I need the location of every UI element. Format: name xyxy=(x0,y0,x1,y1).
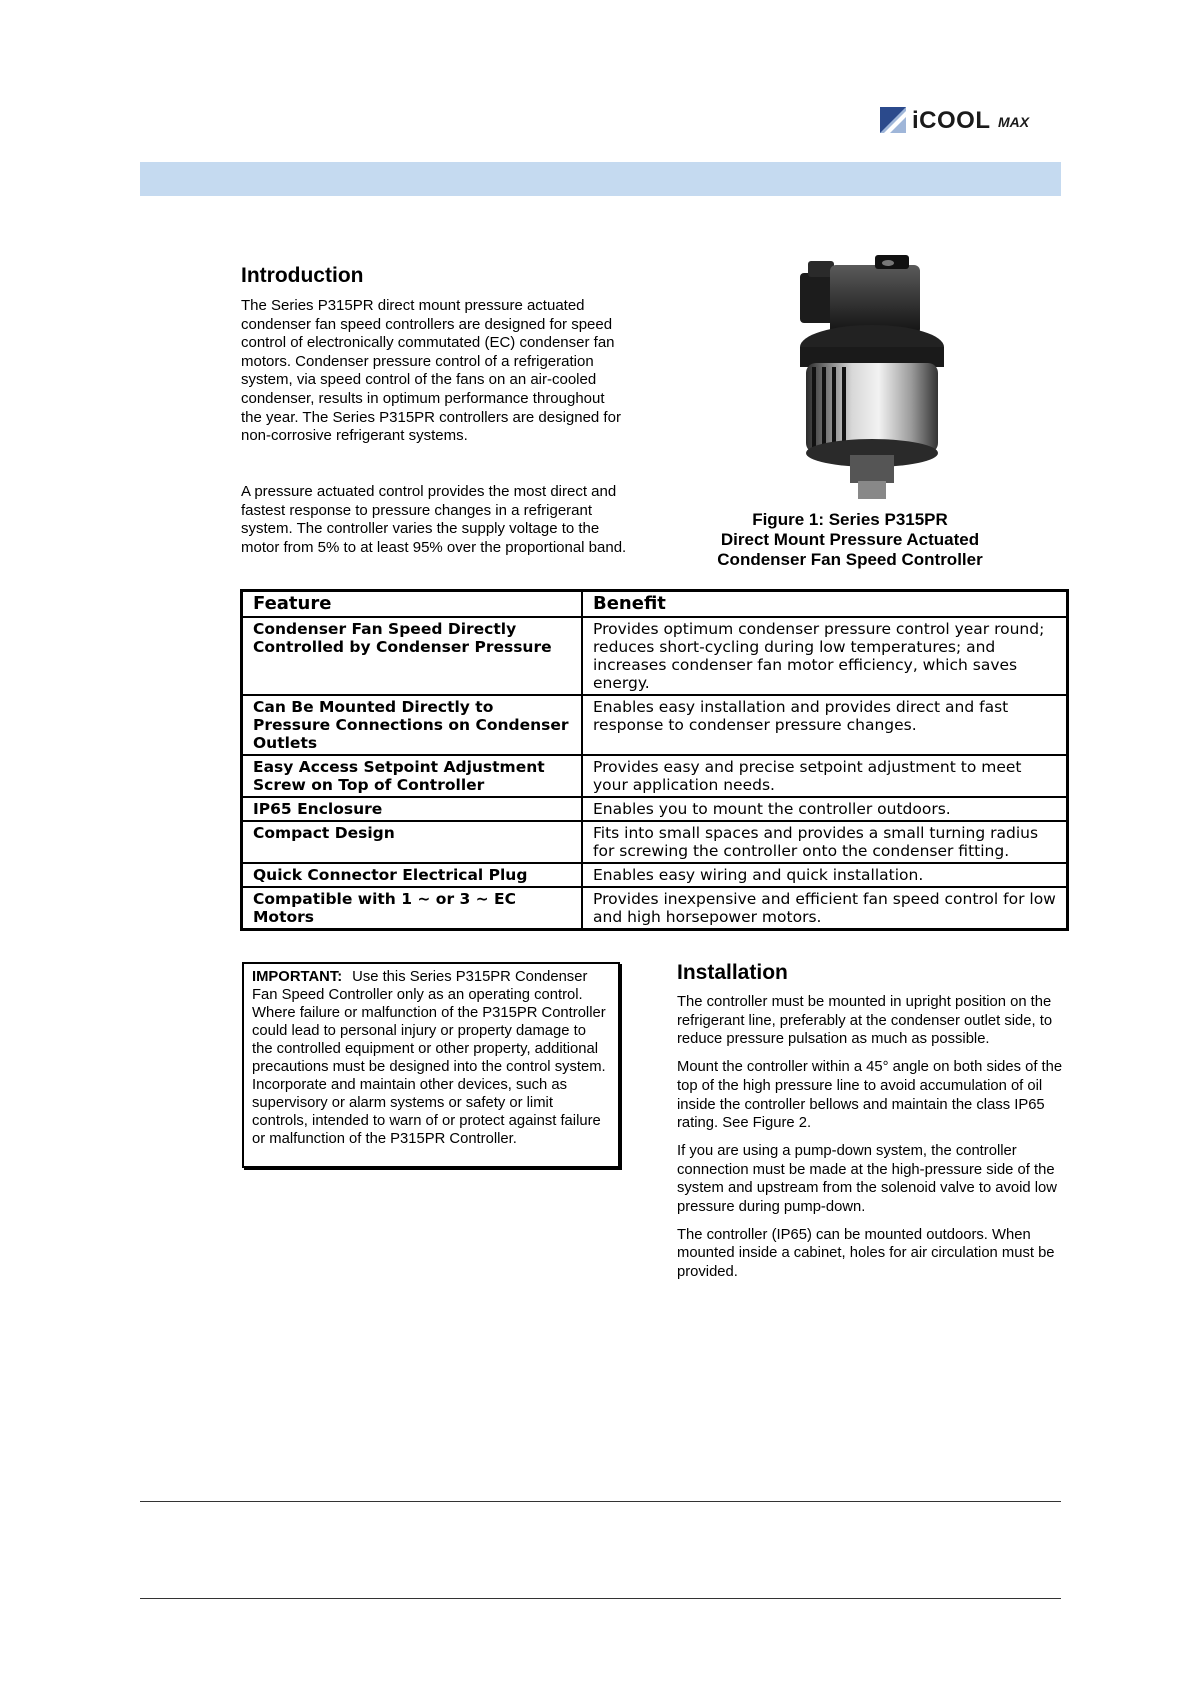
table-row xyxy=(242,887,1068,930)
benefit-cell: Enables you to mount the controller outdoors. xyxy=(582,797,1068,821)
important-notice-box xyxy=(242,962,620,1168)
feature-cell: Easy Access Setpoint Adjustment Screw on Top of Controller xyxy=(242,755,583,797)
feature-cell: Compact Design xyxy=(242,821,583,863)
figure-caption xyxy=(700,510,1000,570)
logo-mark-icon xyxy=(880,107,906,133)
important-lead: IMPORTANT: xyxy=(252,969,343,985)
product-photo xyxy=(790,255,955,500)
header-band xyxy=(140,162,1061,196)
table-row xyxy=(242,695,1068,755)
brand-logo xyxy=(880,106,1050,136)
feature-cell: Condenser Fan Speed Directly Controlled by Condenser Pressure xyxy=(242,617,583,695)
installation-paragraph: Mount the controller within a 45° angle on both sides of the top of the high pressure line to avoid accumulation of oil inside the controller bellows and maintain the class IP65 rating. See Figure 2. xyxy=(677,1059,1063,1132)
benefit-cell: Fits into small spaces and provides a small turning radius for screwing the controller onto the condenser fitting. xyxy=(582,821,1068,863)
benefit-cell: Enables easy installation and provides direct and fast response to condenser pressure changes. xyxy=(582,695,1068,755)
feature-cell: Compatible with 1 ~ or 3 ~ EC Motors xyxy=(242,887,583,930)
footer-divider xyxy=(140,1501,1061,1502)
benefit-cell: Provides inexpensive and efficient fan speed control for low and high horsepower motors. xyxy=(582,887,1068,930)
table-row xyxy=(242,863,1068,887)
benefit-cell: Provides easy and precise setpoint adjustment to meet your application needs. xyxy=(582,755,1068,797)
table-row xyxy=(242,755,1068,797)
table-row xyxy=(242,821,1068,863)
feature-cell: Can Be Mounted Directly to Pressure Connections on Condenser Outlets xyxy=(242,695,583,755)
installation-heading: Installation xyxy=(677,961,788,984)
installation-body xyxy=(677,993,1077,1291)
introduction-paragraph: A pressure actuated control provides the most direct and fastest response to pressure changes in a refrigerant system. The controller varies the supply voltage to the motor from 5% to at least 95% over the proportional band. xyxy=(241,483,627,556)
benefit-cell: Provides optimum condenser pressure control year round; reduces short-cycling during low temperatures; and increases condenser fan motor efficiency, which saves energy. xyxy=(582,617,1068,695)
feature-cell: IP65 Enclosure xyxy=(242,797,583,821)
table-row xyxy=(242,797,1068,821)
important-text: Use this Series P315PR Condenser Fan Speed Controller only as an operating control. Where failure or malfunction of the P315PR Controller could lead to personal injury or property damage to the controlled equipment or other property, additional precautions must be designed into the control system. Incorporate and maintain other devices, such as supervisory or alarm systems or safety or limit controls, intended to warn of or protect against failure or malfunction of the P315PR Controller. xyxy=(252,969,606,1147)
feature-cell: Quick Connector Electrical Plug xyxy=(242,863,583,887)
footer-divider xyxy=(140,1598,1061,1599)
introduction-heading: Introduction xyxy=(241,264,364,287)
logo-suffix-text: MAX xyxy=(998,114,1030,130)
column-header-benefit: Benefit xyxy=(582,591,1068,618)
installation-paragraph: The controller must be mounted in upright position on the refrigerant line, preferably at the condenser outlet side, to reduce pressure pulsation as much as possible. xyxy=(677,994,1053,1048)
figure-caption-line: Direct Mount Pressure Actuated xyxy=(720,530,980,549)
introduction-paragraph: The Series P315PR direct mount pressure actuated condenser fan speed controllers are designed for speed control of electronically commutated (EC) condenser fan motors. Condenser pressure control of a refrigeration system, via speed control of the fans on an air-cooled condenser, results in optimum performance throughout the year. The Series P315PR controllers are designed for non-corrosive refrigerant systems. xyxy=(241,297,621,445)
column-header-feature: Feature xyxy=(242,591,583,618)
installation-paragraph: The controller (IP65) can be mounted outdoors. When mounted inside a cabinet, holes for air circulation must be provided. xyxy=(677,1226,1055,1281)
table-header-row xyxy=(242,591,1068,618)
feature-benefit-table xyxy=(240,589,1069,931)
logo-brand-text: iCOOL xyxy=(912,107,991,134)
figure-caption-line: Condenser Fan Speed Controller xyxy=(717,550,983,569)
benefit-cell: Enables easy wiring and quick installation. xyxy=(582,863,1068,887)
figure-caption-line: Figure 1: Series P315PR xyxy=(752,510,948,529)
table-row xyxy=(242,617,1068,695)
installation-paragraph: If you are using a pump-down system, the controller connection must be made at the high-pressure side of the system and upstream from the solenoid valve to avoid low pressure during pump-down. xyxy=(677,1142,1057,1216)
